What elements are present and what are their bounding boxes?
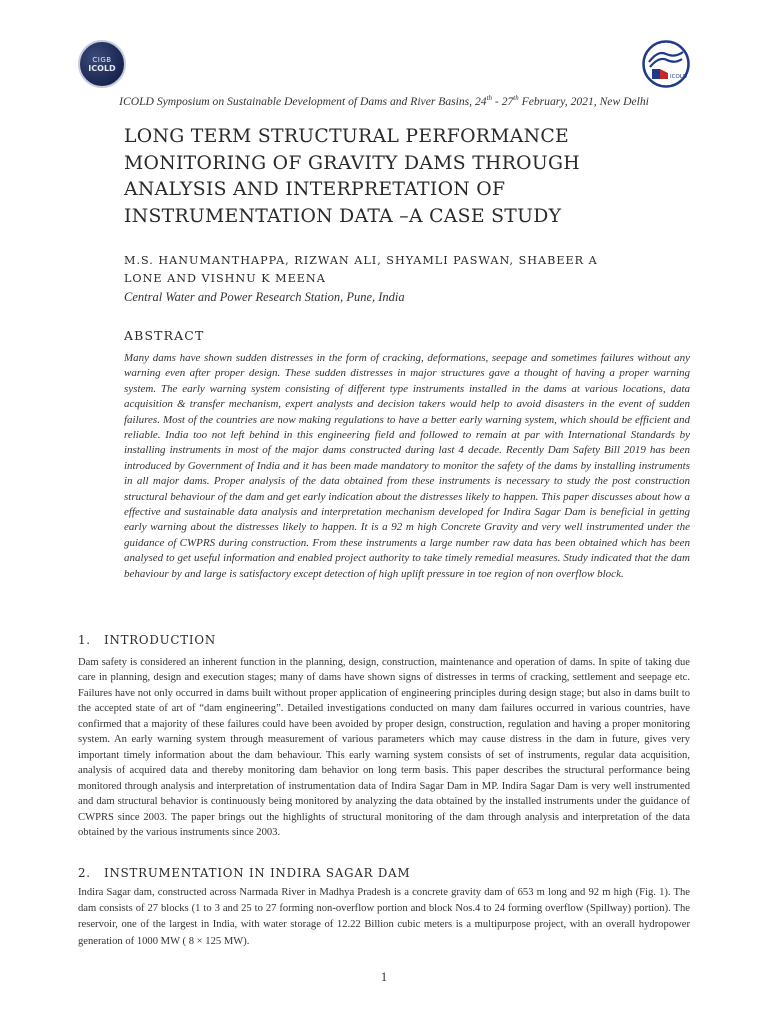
section-number: 1. — [78, 633, 91, 647]
affiliation: Central Water and Power Research Station, Pune, India — [124, 290, 405, 304]
conference-header — [0, 94, 768, 108]
abstract-heading: ABSTRACT — [124, 328, 205, 343]
title-line: LONG TERM STRUCTURAL PERFORMANCE — [124, 126, 570, 147]
paper-title — [124, 124, 724, 230]
venue-text: ICOLD Symposium on Sustainable Development of Dams and River Basins, 24 — [119, 94, 487, 108]
introduction-paragraph: Dam safety is considered an inherent function in the planning, design, construction, maintenance and operation of dams. In spite of taking due care in planning, design and execution stages; many of dams have shown signs of distresses in terms of cracking, settlement and seepage etc. Failures have not only occurred in dams built without proper application of engineering principles during design stage; but also in dams built to the accepted state of art of “dam engineering”. Detailed investigations conducted on many dam failures occurred in various countries, have confirmed that a majority of these failures could have been avoided by proper design, construction, regulation and having a proper monitoring system. An early warning system through measurement of various parameters which may cause distress in the dam in future, gives very important timely information about the dam behaviour. This early warning system consists of set of instruments, regular data acquisition, analysis of acquired data and thereby monitoring dam behavior on long term basis. This paper describes the structural performance being monitored through analysis and interpretation of instrumentation data of Indira Sagar Dam in MP. Indira Sagar Dam is very well instrumented and dam structural behavior is continuously being monitored by analyzing the data obtained by the installed instruments under the guidance of CWPRS since 2003. The paper brings out the highlights of structural monitoring of the dam through analysis and interpretation of the data obtained by the various instruments since 2003. — [78, 657, 690, 838]
abstract-text: Many dams have shown sudden distresses in the form of cracking, deformations, seepage and sometimes failures without any warning even after proper design. These sudden distresses in major structures gave a thought of having a proper warning system. The early warning system consisting of different type instruments installed in the dams at various locations, data acquisition & transfer mechanism, expert analysts and decision takers would help to avoid disasters in the event of sudden failures. Most of the countries are now making regulations to have a better early warning system, which should be efficient and reliable. India too not left behind in this engineering field and followed to remain at par with International Standards by installing instruments in most of the major dams constructed during last 4 decade. Recently Dam Safety Bill 2019 has been introduced by Government of India and it has been made mandatory to monitor the safety of the dams by installing instruments in all major dams. Proper analysis of the data obtained from these instruments is necessary to study the post construction structural behaviour of the dam and get early indication about the distresses likely to happen. This paper discusses about how a effective and sustainable data analysis and interpretation mechanism developed for Indira Sagar Dam is beneficial in getting early warning about the distresses likely to happen. It is a 92 m high Concrete Gravity and very well instrumented under the guidance of CWPRS during construction. From these instruments a large number raw data has been obtained which has been analysed to get useful information and enabled project authority to take timely remedial measures. Study indicated that the dam behaviour by and large is satisfactory except detection of high uplift pressure in toe region of non overflow block. — [124, 352, 690, 580]
logo-left-line1: CIGB — [92, 55, 112, 64]
title-line: MONITORING OF GRAVITY DAMS THROUGH — [124, 152, 580, 174]
author-line: LONE AND VISHNU K MEENA — [124, 272, 326, 285]
venue-sup-1: th — [486, 94, 493, 102]
section-heading-introduction — [78, 633, 216, 647]
icold-logo-text: ICOLD — [670, 74, 688, 80]
author-line: M.S. HANUMANTHAPPA, RIZWAN ALI, SHYAMLI PASWAN, SHABEER A — [124, 254, 598, 267]
title-line: ANALYSIS AND INTERPRETATION OF — [124, 179, 506, 200]
section-number: 2. — [78, 866, 91, 880]
logo-left-line2: ICOLD — [88, 63, 116, 73]
icold-emblem-icon — [642, 40, 690, 88]
author-list — [124, 252, 694, 288]
section-title: INTRODUCTION — [104, 633, 216, 647]
title-line: INSTRUMENTATION DATA –A CASE STUDY — [124, 205, 562, 227]
venue-end: February, 2021, New Delhi — [518, 94, 649, 108]
venue-sup-2: th — [513, 94, 519, 102]
venue-dash: - 27 — [492, 94, 514, 108]
cigb-icold-logo — [78, 40, 126, 88]
page-number: 1 — [380, 969, 388, 984]
instrumentation-paragraph: Indira Sagar dam, constructed across Narmada River in Madhya Pradesh is a concrete gravity dam of 653 m long and 92 m high (Fig. 1). The dam consists of 27 blocks (1 to 3 and 25 to 27 forming non-overflow portion and block Nos.4 to 24 forming overflow (Spillway) portion). The reservoir, one of the largest in India, with water storage of 12.22 Billion cubic meters is a multipurpose project, with an overall hydropower generation of 1000 MW ( 8 × 125 MW). — [78, 887, 690, 947]
icold-logo — [642, 40, 690, 88]
section-heading-instrumentation — [78, 866, 410, 880]
section-title: INSTRUMENTATION IN INDIRA SAGAR DAM — [104, 866, 411, 880]
